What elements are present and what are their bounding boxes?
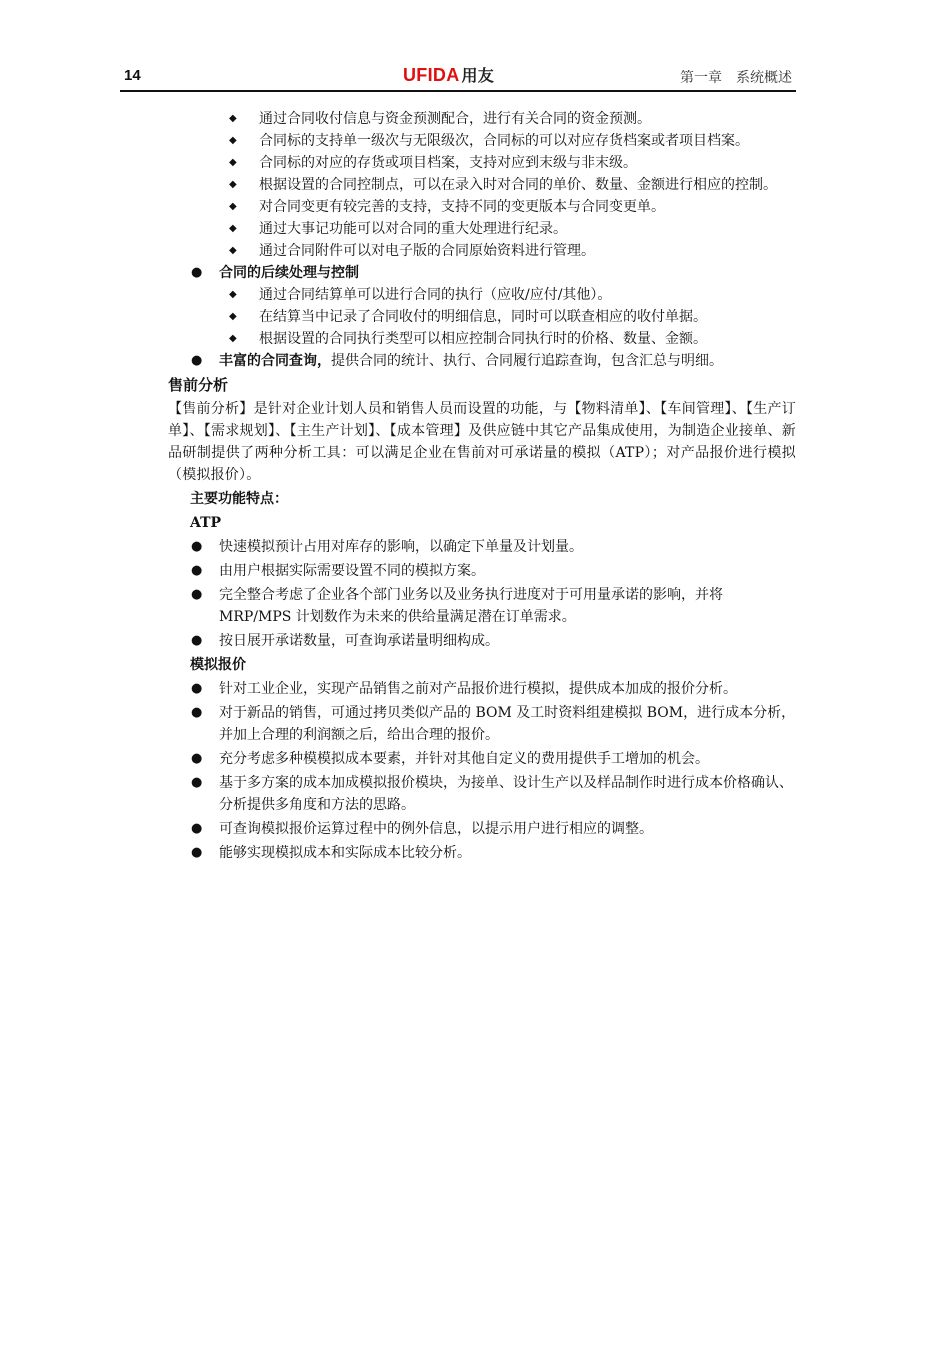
atp-title: ATP — [190, 515, 222, 531]
quote-title: 模拟报价 — [190, 657, 246, 673]
list-item: ◆ 在结算当中记录了合同收付的明细信息，同时可以联查相应的收付单据。 — [0, 306, 799, 328]
list-item: ● 可查询模拟报价运算过程中的例外信息，以提示用户进行相应的调整。 — [0, 818, 799, 840]
list-item: ◆ 通过大事记功能可以对合同的重大处理进行纪录。 — [0, 218, 799, 240]
ufida-logo — [403, 63, 494, 86]
list-item: ● 完全整合考虑了企业各个部门业务以及业务执行进度对于可用量承诺的影响，并将 MRP/MPS 计划数作为未来的供给量满足潜在订单需求。 — [0, 584, 799, 628]
list-item: ◆ 对合同变更有较完善的支持，支持不同的变更版本与合同变更单。 — [0, 196, 799, 218]
list-item: ● 能够实现模拟成本和实际成本比较分析。 — [0, 842, 799, 864]
list-item: ● 按日展开承诺数量，可查询承诺量明细构成。 — [0, 630, 799, 652]
list-item: ● 基于多方案的成本加成模拟报价模块，为接单、设计生产以及样品制作时进行成本价格确认、分析提供多角度和方法的思路。 — [0, 772, 799, 816]
bullet-query-text: 提供合同的统计、执行、合同履行追踪查询，包含汇总与明细。 — [331, 353, 723, 369]
logo-cn: 用友 — [461, 68, 495, 85]
section-title-presale: 售前分析 — [168, 376, 229, 394]
list-item: ● 充分考虑多种模模拟成本要素，并针对其他自定义的费用提供手工增加的机会。 — [0, 748, 799, 770]
presale-paragraph: 【售前分析】是针对企业计划人员和销售人员而设置的功能，与【物料清单】、【车间管理】、【生产订单】、【需求规划】、【主生产计划】、【成本管理】及供应链中其它产品集成使用，为制造企业接单、新品研制提供了两种分析工具：可以满足企业在售前对可承诺量的模拟（ATP）；对产品报价进行模拟（模拟报价）。 — [168, 401, 796, 483]
list-item: ◆ 根据设置的合同控制点，可以在录入时对合同的单价、数量、金额进行相应的控制。 — [0, 174, 799, 196]
list-item: ● 快速模拟预计占用对库存的影响，以确定下单量及计划量。 — [0, 536, 799, 558]
bullet-heading-followup: ● 合同的后续处理与控制 — [0, 262, 799, 284]
list-item: ● 针对工业企业，实现产品销售之前对产品报价进行模拟，提供成本加成的报价分析。 — [0, 678, 799, 700]
chapter-title: 系统概述 — [736, 70, 792, 86]
list-item: ● 对于新品的销售，可通过拷贝类似产品的 BOM 及工时资料组建模拟 BOM，进行成本分析，并加上合理的利润额之后，给出合理的报价。 — [0, 702, 799, 746]
features-title: 主要功能特点： — [190, 491, 288, 507]
list-item: ◆ 通过合同收付信息与资金预测配合，进行有关合同的资金预测。 — [0, 108, 799, 130]
list-item: ● 由用户根据实际需要设置不同的模拟方案。 — [0, 560, 799, 582]
list-item: ◆ 通过合同附件可以对电子版的合同原始资料进行管理。 — [0, 240, 799, 262]
chapter-label: 第一章 — [680, 70, 722, 86]
page-content — [0, 108, 952, 864]
bullet-query-bold: 丰富的合同查询， — [219, 353, 331, 369]
list-item: ◆ 通过合同结算单可以进行合同的执行（应收/应付/其他）。 — [0, 284, 799, 306]
list-item: ◆ 合同标的支持单一级次与无限级次，合同标的可以对应存货档案或者项目档案。 — [0, 130, 799, 152]
logo-latin: UFIDA — [403, 65, 460, 85]
page-number: 14 — [124, 67, 141, 84]
page-header — [120, 62, 796, 92]
chapter-heading — [680, 67, 792, 87]
bullet-contract-query — [0, 350, 799, 372]
list-item: ◆ 根据设置的合同执行类型可以相应控制合同执行时的价格、数量、金额。 — [0, 328, 799, 350]
list-item: ◆ 合同标的对应的存货或项目档案，支持对应到末级与非末级。 — [0, 152, 799, 174]
